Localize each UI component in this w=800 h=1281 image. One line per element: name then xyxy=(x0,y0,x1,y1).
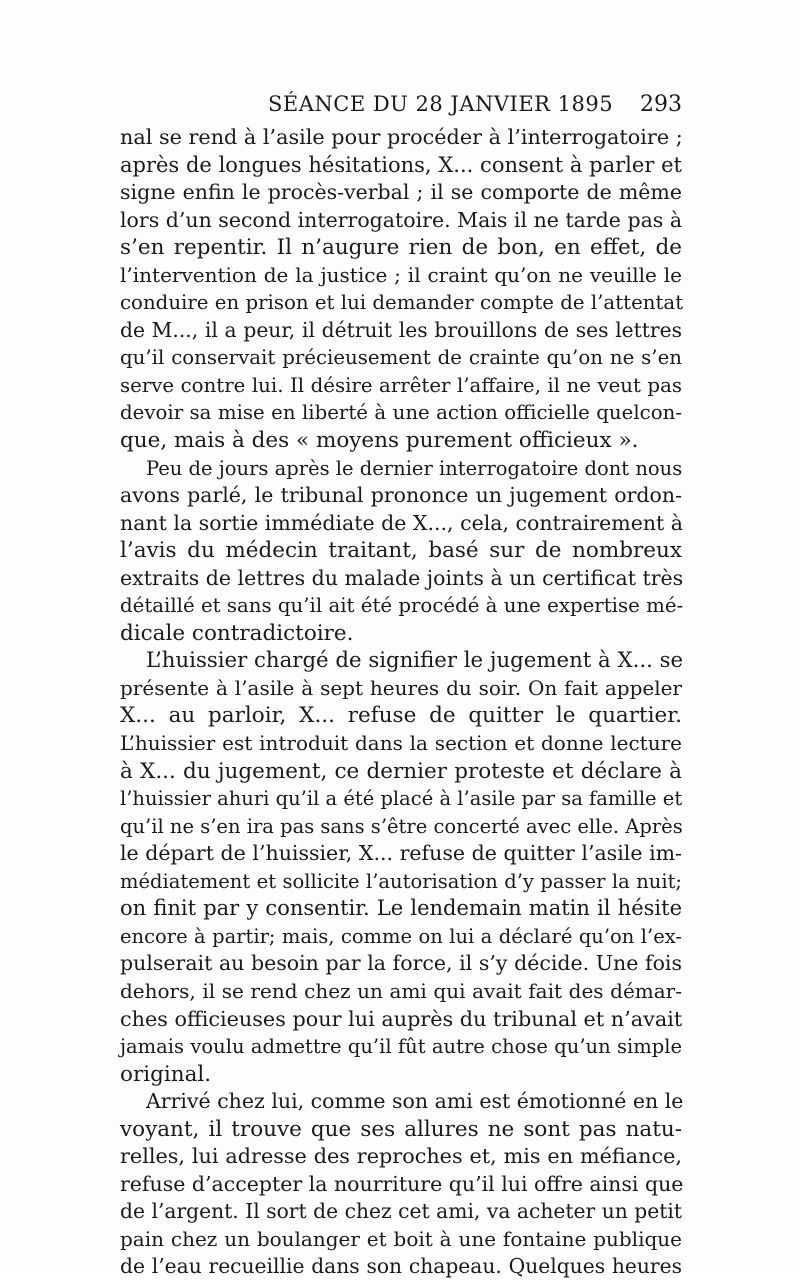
text-line: extraits de lettres du malade joints à un certificat très xyxy=(120,565,684,590)
text-line: serve contre lui. Il désire arrêter l’affaire, il ne veut pas xyxy=(120,373,682,397)
text-line: présente à l’asile à sept heures du soir. On fait appeler xyxy=(120,675,682,700)
text-line: l’avis du médecin traitant, basé sur de nombreux xyxy=(120,538,682,564)
text-line: détaillé et sans qu’il ait été procédé à une expertise mé- xyxy=(120,594,684,618)
text-line: Arrivé chez lui, comme son ami est émotionné en le xyxy=(146,1089,684,1114)
text-line: L’huissier chargé de signifier le jugement à X... se xyxy=(146,648,684,674)
text-line: relles, lui adresse des reproches et, mis en méfiance, xyxy=(120,1144,682,1169)
text-line: X... au parloir, X... refuse de quitter le quartier. xyxy=(120,703,682,729)
page-number: 293 xyxy=(640,92,682,117)
text-line: dehors, il se rend chez un ami qui avait fait des démar- xyxy=(120,978,682,1003)
text-line: de l’eau recueillie dans son chapeau. Quelques heures xyxy=(120,1254,682,1279)
text-line: l’huissier ahuri qu’il a été placé à l’asile par sa famille et xyxy=(120,787,683,811)
text-line: original. xyxy=(120,1061,212,1087)
text-line: s’en repentir. Il n’augure rien de bon, en effet, de xyxy=(120,235,682,261)
text-line: Peu de jours après le dernier interrogatoire dont nous xyxy=(146,456,683,480)
text-line: qu’il conservait précieusement de crainte qu’on ne s’en xyxy=(120,346,682,370)
page-header xyxy=(120,92,682,122)
text-line: à X... du jugement, ce dernier proteste et déclare à xyxy=(120,758,682,784)
text-line: encore à partir; mais, comme on lui a déclaré qu’on l’ex- xyxy=(120,924,682,948)
text-line: qu’il ne s’en ira pas sans s’être concerté avec elle. Après xyxy=(120,814,683,838)
text-line: de M..., il a peur, il détruit les brouillons de ses lettres xyxy=(120,317,682,342)
text-line: jamais voulu admettre qu’il fût autre chose qu’un simple xyxy=(120,1035,682,1059)
text-line: avons parlé, le tribunal prononce un jugement ordon- xyxy=(120,483,682,508)
text-line: le départ de l’huissier, X... refuse de quitter l’asile im- xyxy=(120,841,682,866)
text-line: L’huissier est introduit dans la section et donne lecture xyxy=(120,731,682,756)
text-line: de l’argent. Il sort de chez cet ami, va acheter un petit xyxy=(120,1199,682,1224)
text-line: lors d’un second interrogatoire. Mais il ne tarde pas à xyxy=(120,207,683,232)
text-line: on finit par y consentir. Le lendemain matin il hésite xyxy=(120,896,682,921)
text-line: après de longues hésitations, X... consent à parler et xyxy=(120,152,682,177)
text-line: que, mais à des « moyens purement officieux ». xyxy=(120,428,639,454)
text-line: nant la sortie immédiate de X..., cela, contrairement à xyxy=(120,510,684,535)
text-line: dicale contradictoire. xyxy=(120,620,354,646)
text-line: devoir sa mise en liberté à une action officielle quelcon- xyxy=(120,401,682,425)
text-line: ches officieuses pour lui auprès du tribunal et n’avait xyxy=(120,1006,683,1031)
text-line: signe enfin le procès-verbal ; il se comporte de même xyxy=(120,180,682,205)
body-text xyxy=(120,124,682,1281)
text-line: pain chez un boulanger et boit à une fontaine publique xyxy=(120,1226,682,1251)
text-line: médiatement et sollicite l’autorisation d’y passer la nuit; xyxy=(120,869,682,893)
running-title: SÉANCE DU 28 JANVIER 1895 xyxy=(268,92,614,116)
text-line: pulserait au besoin par la force, il s’y décide. Une fois xyxy=(120,951,682,976)
text-line: voyant, il trouve que ses allures ne sont pas natu- xyxy=(120,1116,682,1142)
text-line: refuse d’accepter la nourriture qu’il lui offre ainsi que xyxy=(120,1171,684,1196)
text-line: l’intervention de la justice ; il craint qu’on ne veuille le xyxy=(120,262,682,287)
text-line: conduire en prison et lui demander compte de l’attentat xyxy=(120,291,684,315)
text-line: nal se rend à l’asile pour procéder à l’interrogatoire ; xyxy=(120,125,683,149)
